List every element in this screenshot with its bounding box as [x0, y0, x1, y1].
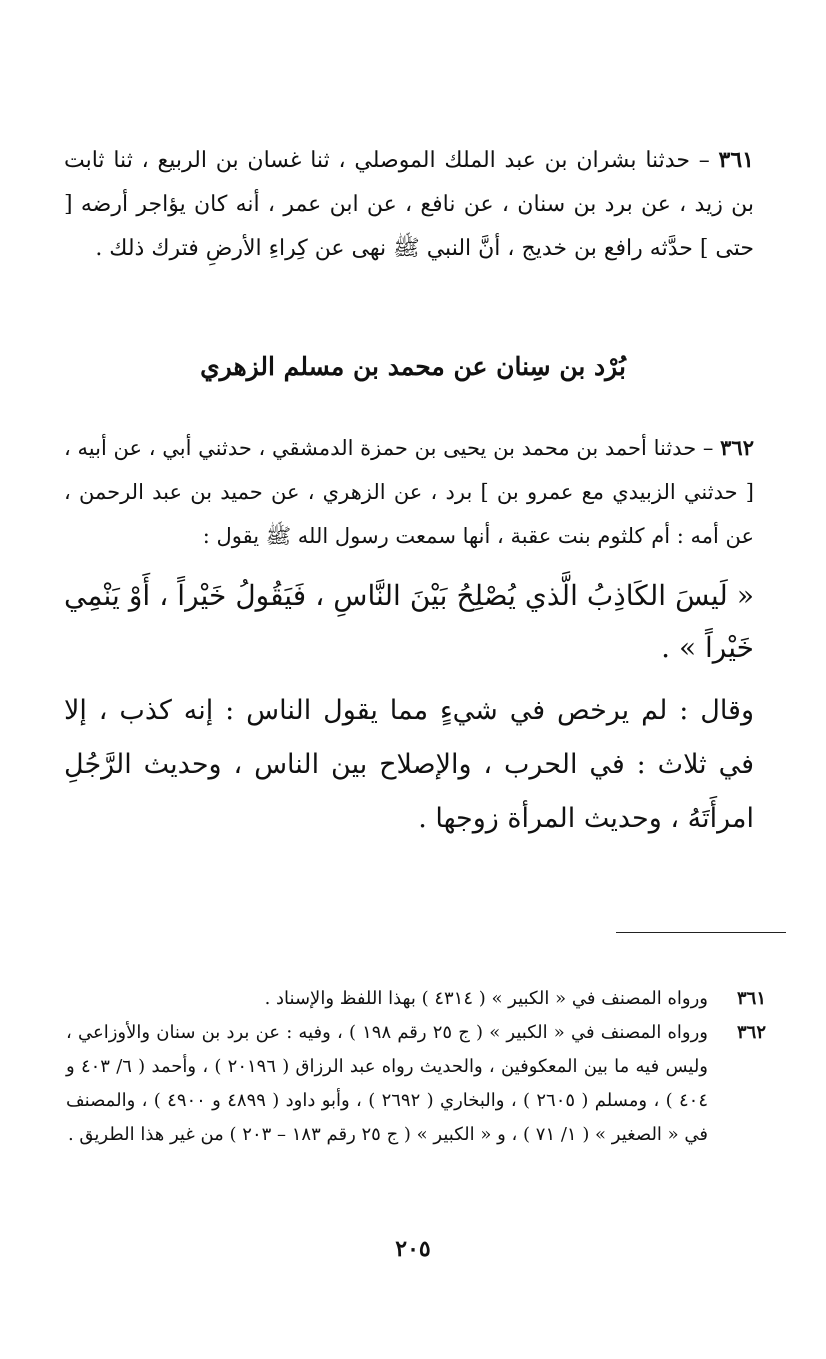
- footnote-text: ورواه المصنف في « الكبير » ( ج ٢٥ رقم ١٩٨ ) ، وفيه : عن برد بن سنان والأوزاعي ، وليس فيه ما بين المعكوفين ، والحديث رواه عبد الرزاق ( ٢٠١٩٦ ) ، وأحمد ( ٦/ ٤٠٣ و ٤٠٤ ) ، ومسلم ( ٢٦٠٥ ) ، والبخاري ( ٢٦٩٢ ) ، وأبو داود ( ٤٨٩٩ و ٤٩٠٠ ) ، والمصنف في « الصغير » ( ١/ ٧١ ) ، و « الكبير » ( ج ٢٥ رقم ١٨٣ – ٢٠٣ ) من غير هذا الطريق .: [66, 1022, 708, 1145]
- footnote: [66, 982, 766, 1016]
- footnote-text: ورواه المصنف في « الكبير » ( ٤٣١٤ ) بهذا اللفظ والإسناد .: [264, 988, 708, 1009]
- hadith-361-paragraph: [64, 138, 754, 271]
- hadith-362-paragraph: [64, 426, 754, 558]
- hadith-text: – حدثنا بشران بن عبد الملك الموصلي ، ثنا غسان بن الربيع ، ثنا ثابت بن زيد ، عن برد بن سنان ، عن نافع ، عن ابن عمر ، أنه كان يؤاجر أرضه [ حتى ] حدَّثه رافع بن خديج ، أنَّ النبي ﷺ نهى عن كِراءِ الأرضِ فترك ذلك .: [64, 148, 754, 261]
- page-number: ٢٠٥: [395, 1236, 431, 1262]
- hadith-number: ٣٦٢: [720, 435, 754, 460]
- footnote-label: ٣٦١: [736, 988, 766, 1009]
- footnote-separator: [616, 932, 786, 933]
- footnote-label: ٣٦٢: [736, 1022, 766, 1043]
- prophetic-quote: « لَيسَ الكَاذِبُ الَّذي يُصْلِحُ بَيْنَ النَّاسِ ، فَيَقُولُ خَيْراً ، أَوْ يَنْمِي خَيْراً » .: [64, 579, 754, 664]
- chapter-heading: بُرْد بن سِنان عن محمد بن مسلم الزهري: [200, 352, 626, 381]
- hadith-number: ٣٦١: [718, 147, 754, 173]
- footnote: [66, 1016, 766, 1152]
- narrator-comment: وقال : لم يرخص في شيءٍ مما يقول الناس : إنه كذب ، إلا في ثلاث : في الحرب ، والإصلاح بين الناس ، وحديث الرَّجُلِ امرأَتَهُ ، وحديث المرأة زوجها .: [64, 695, 754, 834]
- hadith-text: – حدثنا أحمد بن محمد بن يحيى بن حمزة الدمشقي ، حدثني أبي ، عن أبيه ، [ حدثني الزبيدي مع عمرو بن ] برد ، عن الزهري ، عن حميد بن عبد الرحمن ، عن أمه : أم كلثوم بنت عقبة ، أنها سمعت رسول الله ﷺ يقول :: [64, 436, 754, 548]
